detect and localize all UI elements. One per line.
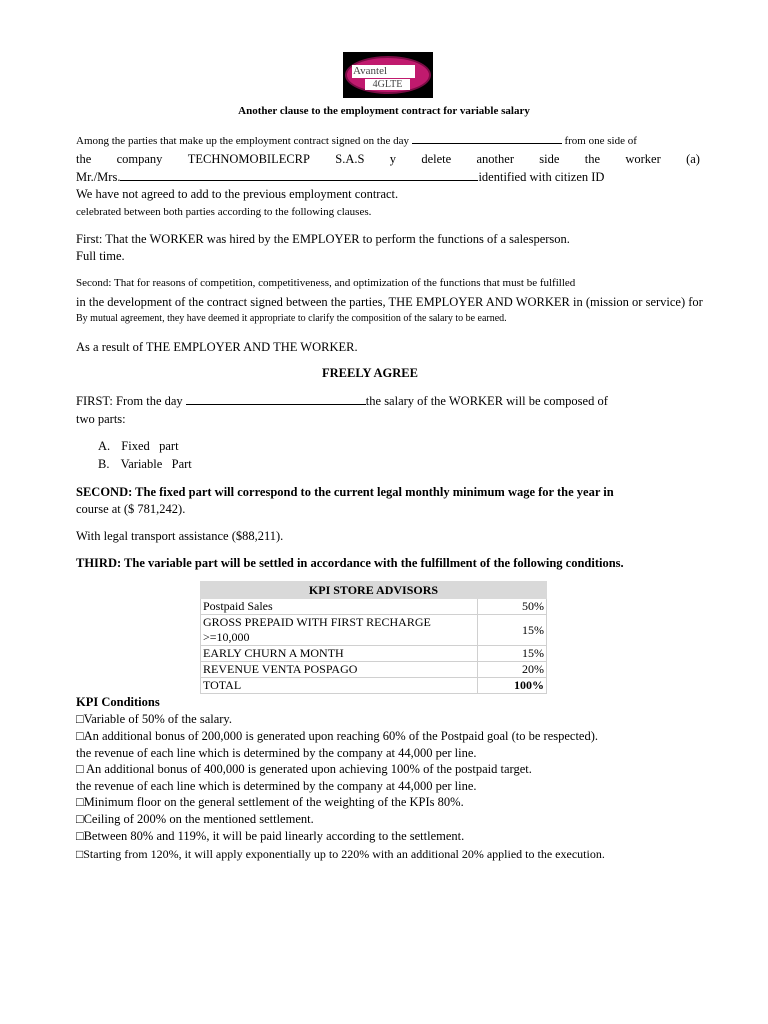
intro-word: the bbox=[584, 152, 601, 166]
list-item-fixed bbox=[98, 439, 179, 454]
intro-word: delete bbox=[421, 152, 452, 166]
result-line: As a result of THE EMPLOYER AND THE WORKER. bbox=[76, 340, 358, 354]
kpi-weight: 15% bbox=[478, 646, 547, 662]
kpi-condition-text: Variable of 50% of the salary. bbox=[83, 712, 232, 726]
kpi-condition-line bbox=[76, 795, 464, 810]
first-date-blank bbox=[186, 394, 366, 405]
kpi-condition-line bbox=[76, 812, 314, 827]
intro-line-4: We have not agreed to add to the previous employment contract. bbox=[76, 187, 399, 201]
table-row bbox=[201, 615, 547, 646]
kpi-condition-line bbox=[76, 746, 477, 761]
second-clause-line-2: in the development of the contract signed between the parties, THE EMPLOYER AND WORKER in (mission or service) for bbox=[76, 295, 703, 309]
kpi-label: GROSS PREPAID WITH FIRST RECHARGE >=10,000 bbox=[201, 615, 478, 646]
kpi-weight: 50% bbox=[478, 599, 547, 615]
kpi-condition-line bbox=[76, 829, 464, 844]
kpi-condition-line bbox=[76, 729, 598, 744]
logo-text-avantel: Avantel bbox=[352, 65, 415, 78]
transport-line: With legal transport assistance ($88,211). bbox=[76, 529, 284, 543]
first-clause-line-2: Full time. bbox=[76, 249, 125, 263]
second-clause-line-1: Second: That for reasons of competition, competitiveness, and optimization of the functions that must be fulfilled bbox=[76, 277, 576, 289]
worker-name-blank bbox=[120, 170, 478, 181]
list-label: Variable Part bbox=[120, 457, 192, 471]
intro-line-2 bbox=[76, 152, 700, 167]
bullet-box-icon: □ bbox=[76, 829, 84, 843]
intro-line-5: celebrated between both parties according to the following clauses. bbox=[76, 206, 372, 218]
kpi-conditions-heading: KPI Conditions bbox=[76, 695, 160, 709]
second-clause-line-3: By mutual agreement, they have deemed it appropriate to clarify the composition of the salary to be earned. bbox=[76, 313, 507, 324]
intro-word: side bbox=[539, 152, 560, 166]
list-marker: B. bbox=[98, 457, 110, 471]
list-marker: A. bbox=[98, 439, 111, 453]
bullet-box-icon: □ bbox=[76, 762, 84, 776]
kpi-condition-line bbox=[76, 762, 532, 777]
intro-line-1-start: Among the parties that make up the employment contract signed on the day bbox=[76, 135, 409, 147]
bullet-box-icon: □ bbox=[76, 847, 84, 861]
kpi-label: Postpaid Sales bbox=[201, 599, 478, 615]
logo-text-4glte: 4GLTE bbox=[365, 79, 410, 90]
kpi-condition-text: Between 80% and 119%, it will be paid linearly according to the settlement. bbox=[83, 829, 465, 843]
kpi-condition-text: An additional bonus of 400,000 is generated upon achieving 100% of the postpaid target. bbox=[83, 762, 532, 776]
second-line-1: SECOND: The fixed part will correspond to the current legal monthly minimum wage for the year in bbox=[76, 485, 614, 499]
intro-word: the bbox=[76, 152, 92, 166]
date-blank bbox=[412, 134, 562, 144]
intro-word: another bbox=[476, 152, 514, 166]
bullet-box-icon: □ bbox=[76, 795, 84, 809]
intro-line-3 bbox=[76, 170, 604, 185]
intro-word: worker bbox=[625, 152, 661, 166]
kpi-table bbox=[200, 581, 547, 694]
first-clause-line-1: First: That the WORKER was hired by the EMPLOYER to perform the functions of a salesperson. bbox=[76, 232, 570, 246]
kpi-weight: 20% bbox=[478, 662, 547, 678]
kpi-condition-text: the revenue of each line which is determined by the company at 44,000 per line. bbox=[76, 746, 477, 760]
kpi-label: REVENUE VENTA POSPAGO bbox=[201, 662, 478, 678]
kpi-label: EARLY CHURN A MONTH bbox=[201, 646, 478, 662]
bullet-box-icon: □ bbox=[76, 812, 84, 826]
intro-word: (a) bbox=[686, 152, 700, 166]
bullet-box-icon: □ bbox=[76, 729, 84, 743]
second-line-2: course at ($ 781,242). bbox=[76, 502, 186, 516]
bullet-box-icon: □ bbox=[76, 712, 84, 726]
kpi-condition-text: the revenue of each line which is determined by the company at 44,000 per line. bbox=[76, 779, 477, 793]
kpi-condition-text: Ceiling of 200% on the mentioned settlement. bbox=[83, 812, 314, 826]
table-row bbox=[201, 662, 547, 678]
third-line: THIRD: The variable part will be settled in accordance with the fulfillment of the following conditions. bbox=[76, 556, 624, 570]
first-line-1-end: the salary of the WORKER will be composed of bbox=[365, 394, 608, 408]
kpi-condition-line bbox=[76, 847, 605, 862]
intro-line-1 bbox=[76, 134, 637, 147]
mr-mrs-label: Mr./Mrs. bbox=[76, 170, 121, 184]
kpi-table-header: KPI STORE ADVISORS bbox=[201, 582, 547, 599]
kpi-condition-text: Minimum floor on the general settlement of the weighting of the KPIs 80%. bbox=[83, 795, 464, 809]
citizen-id-label: identified with citizen ID bbox=[478, 170, 605, 184]
intro-word: S.A.S bbox=[335, 152, 365, 166]
table-row bbox=[201, 646, 547, 662]
intro-word: company bbox=[116, 152, 163, 166]
kpi-weight: 15% bbox=[478, 615, 547, 646]
intro-line-1-end: from one side of bbox=[564, 135, 637, 147]
company-name: TECHNOMOBILECRP bbox=[187, 152, 310, 166]
kpi-total-value: 100% bbox=[478, 678, 547, 694]
kpi-total-label: TOTAL bbox=[201, 678, 478, 694]
list-item-variable bbox=[98, 457, 192, 472]
avantel-logo bbox=[343, 52, 433, 98]
freely-agree-heading: FREELY AGREE bbox=[322, 366, 418, 380]
table-total-row bbox=[201, 678, 547, 694]
first-line-1 bbox=[76, 394, 608, 409]
kpi-condition-text: Starting from 120%, it will apply exponentially up to 220% with an additional 20% applied to the execution. bbox=[83, 847, 605, 861]
document-title: Another clause to the employment contract for variable salary bbox=[238, 105, 530, 117]
first-line-2: two parts: bbox=[76, 412, 126, 426]
kpi-condition-line bbox=[76, 712, 232, 727]
list-label: Fixed part bbox=[121, 439, 179, 453]
kpi-condition-line bbox=[76, 779, 477, 794]
kpi-condition-text: An additional bonus of 200,000 is generated upon reaching 60% of the Postpaid goal (to be respected). bbox=[83, 729, 599, 743]
first-line-1-start: FIRST: From the day bbox=[76, 394, 183, 408]
table-row bbox=[201, 599, 547, 615]
intro-word: y bbox=[389, 152, 397, 166]
